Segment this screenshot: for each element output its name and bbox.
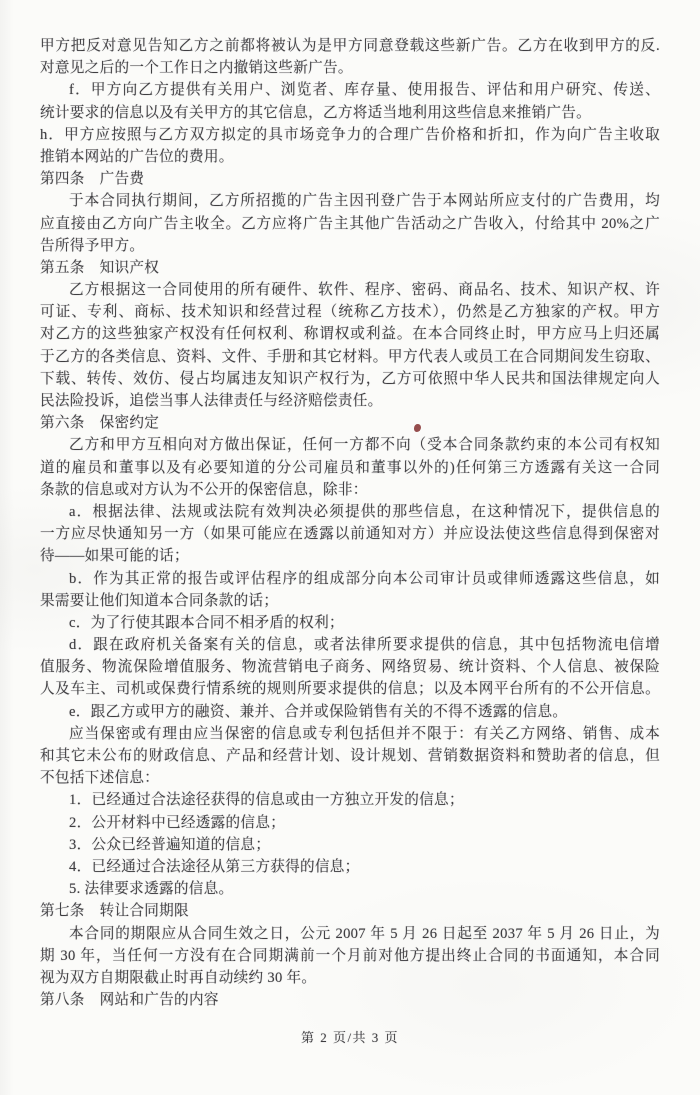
text-line: 值服务、物流保险增值服务、物流营销电子商务、网络贸易、统计资料、个人信息、被保险 <box>40 659 660 676</box>
text-line: 乙方根据这一合同使用的所有硬件、软件、程序、密码、商品名、技术、知识产权、许 <box>69 282 660 299</box>
text-line: 民法险投诉，追偿当事人法律责任与经济赔偿责任。 <box>40 393 383 409</box>
section-heading: 第四条 广告费 <box>40 171 145 188</box>
text-line: 应直接由乙方向广告主收全。乙方应将广告主其他广告活动之广告收入，付给其中 20%之广 <box>40 215 660 232</box>
text-line: 甲方把反对意见告知乙方之前都将被认为是甲方同意登载这些新广告。乙方在收到甲方的反. <box>40 38 660 54</box>
text-line: f．甲方向乙方提供有关用户、浏览者、库存量、使用报告、评估和用户研究、传送、 <box>69 82 660 99</box>
text-line: 本合同的期限应从合同生效之日，公元 2007 年 5 月 26 日起至 2037 年 5 月 26 日止，为 <box>69 925 660 942</box>
text-line: 待——如果可能的话； <box>40 548 189 565</box>
text-line: h．甲方应按照与乙方双方拟定的具市场竞争力的合理广告价格和折扣，作为向广告主收取 <box>40 126 660 143</box>
text-line: 于本合同执行期间，乙方所招揽的广告主因刊登广告于本网站所应支付的广告费用，均 <box>69 193 660 210</box>
text-line: 3．公众已经普遍知道的信息； <box>69 836 271 853</box>
text-line: 对意见之后的一个工作日之内撤销这些新广告。 <box>40 60 353 77</box>
text-line: a．根据法律、法规或法院有效判决必须提供的那些信息，在这种情况下，提供信息的 <box>69 503 660 520</box>
text-line: 不包括下述信息： <box>40 770 160 787</box>
text-line: c．为了行使其跟本合同不相矛盾的权利； <box>69 614 344 631</box>
text-line: 告所得予甲方。 <box>40 237 145 254</box>
section-heading: 第七条 转让合同期限 <box>40 903 189 920</box>
text-line: 和其它未公布的财政信息、产品和经营计划、设计规划、营销数据资料和赞助者的信息，但 <box>40 748 660 764</box>
text-line: 道的雇员和董事以及有必要知道的分公司雇员和董事以外的)任何第三方透露有关这一合同 <box>40 459 660 476</box>
text-line: e．跟乙方或甲方的融资、兼并、合并或保险销售有关的不得不透露的信息。 <box>69 703 568 720</box>
text-line: b．作为其正常的报告或评估程序的组成部分向本公司审计员或律师透露这些信息，如 <box>69 570 660 587</box>
text-line: 期 30 年，当任何一方没有在合同期满前一个月前对他方提出终止合同的书面通知，本合同 <box>40 947 660 964</box>
text-line: 视为双方自期限截止时再自动续约 30 年。 <box>40 969 317 986</box>
text-line: 统计要求的信息以及有关甲方的其它信息，乙方将适当地利用这些信息来推销广告。 <box>40 104 592 121</box>
text-line: 应当保密或有理由应当保密的信息或专利包括但并不限于：有关乙方网络、销售、成本 <box>69 725 660 742</box>
text-line: 于乙方的各类信息、资料、文件、手册和其它材料。甲方代表人或员工在合同期间发生窃取、 <box>40 348 660 365</box>
text-line: 可证、专利、商标、技术知识和经营过程（统称乙方技术），仍然是乙方独家的产权。甲方 <box>40 304 660 321</box>
text-line: 2．公开材料中已经透露的信息； <box>69 814 286 831</box>
section-heading: 第五条 知识产权 <box>40 259 160 276</box>
page-number: 第 2 页/共 3 页 <box>300 1030 400 1046</box>
text-line: 乙方和甲方互相向对方做出保证，任何一方都不向（受本合同条款约束的本公司有权知 <box>69 437 660 454</box>
section-heading: 第六条 保密约定 <box>40 415 160 432</box>
text-line: 1．已经通过合法途径获得的信息或由一方独立开发的信息； <box>69 792 464 809</box>
text-line: 推销本网站的广告位的费用。 <box>40 148 234 165</box>
text-line: 5. 法律要求透露的信息。 <box>69 881 234 898</box>
text-line: 4．已经通过合法途径从第三方获得的信息； <box>69 858 360 875</box>
text-line: 条款的信息或对方认为不公开的保密信息，除非： <box>40 481 368 498</box>
text-line: 人及车主、司机或保费行情系统的规则所要求提供的信息；以及本网平台所有的不公开信息。 <box>40 681 660 698</box>
text-line: 一方应尽快通知另一方（如果可能应在透露以前通知对方）并应设法使这些信息得到保密对 <box>40 526 660 543</box>
section-heading: 第八条 网站和广告的内容 <box>40 992 219 1009</box>
text-line: 果需要让他们知道本合同条款的话； <box>40 592 279 609</box>
text-line: 对乙方的这些独家产权没有任何权利、称谓权或利益。在本合同终止时，甲方应马上归还属 <box>40 326 660 343</box>
text-line: 下载、转传、效仿、侵占均属违友知识产权行为，乙方可依照中华人民共和国法律规定向人 <box>40 370 660 387</box>
text-line: d．跟在政府机关备案有关的信息，或者法律所要求提供的信息，其中包括物流电信增 <box>69 637 660 654</box>
